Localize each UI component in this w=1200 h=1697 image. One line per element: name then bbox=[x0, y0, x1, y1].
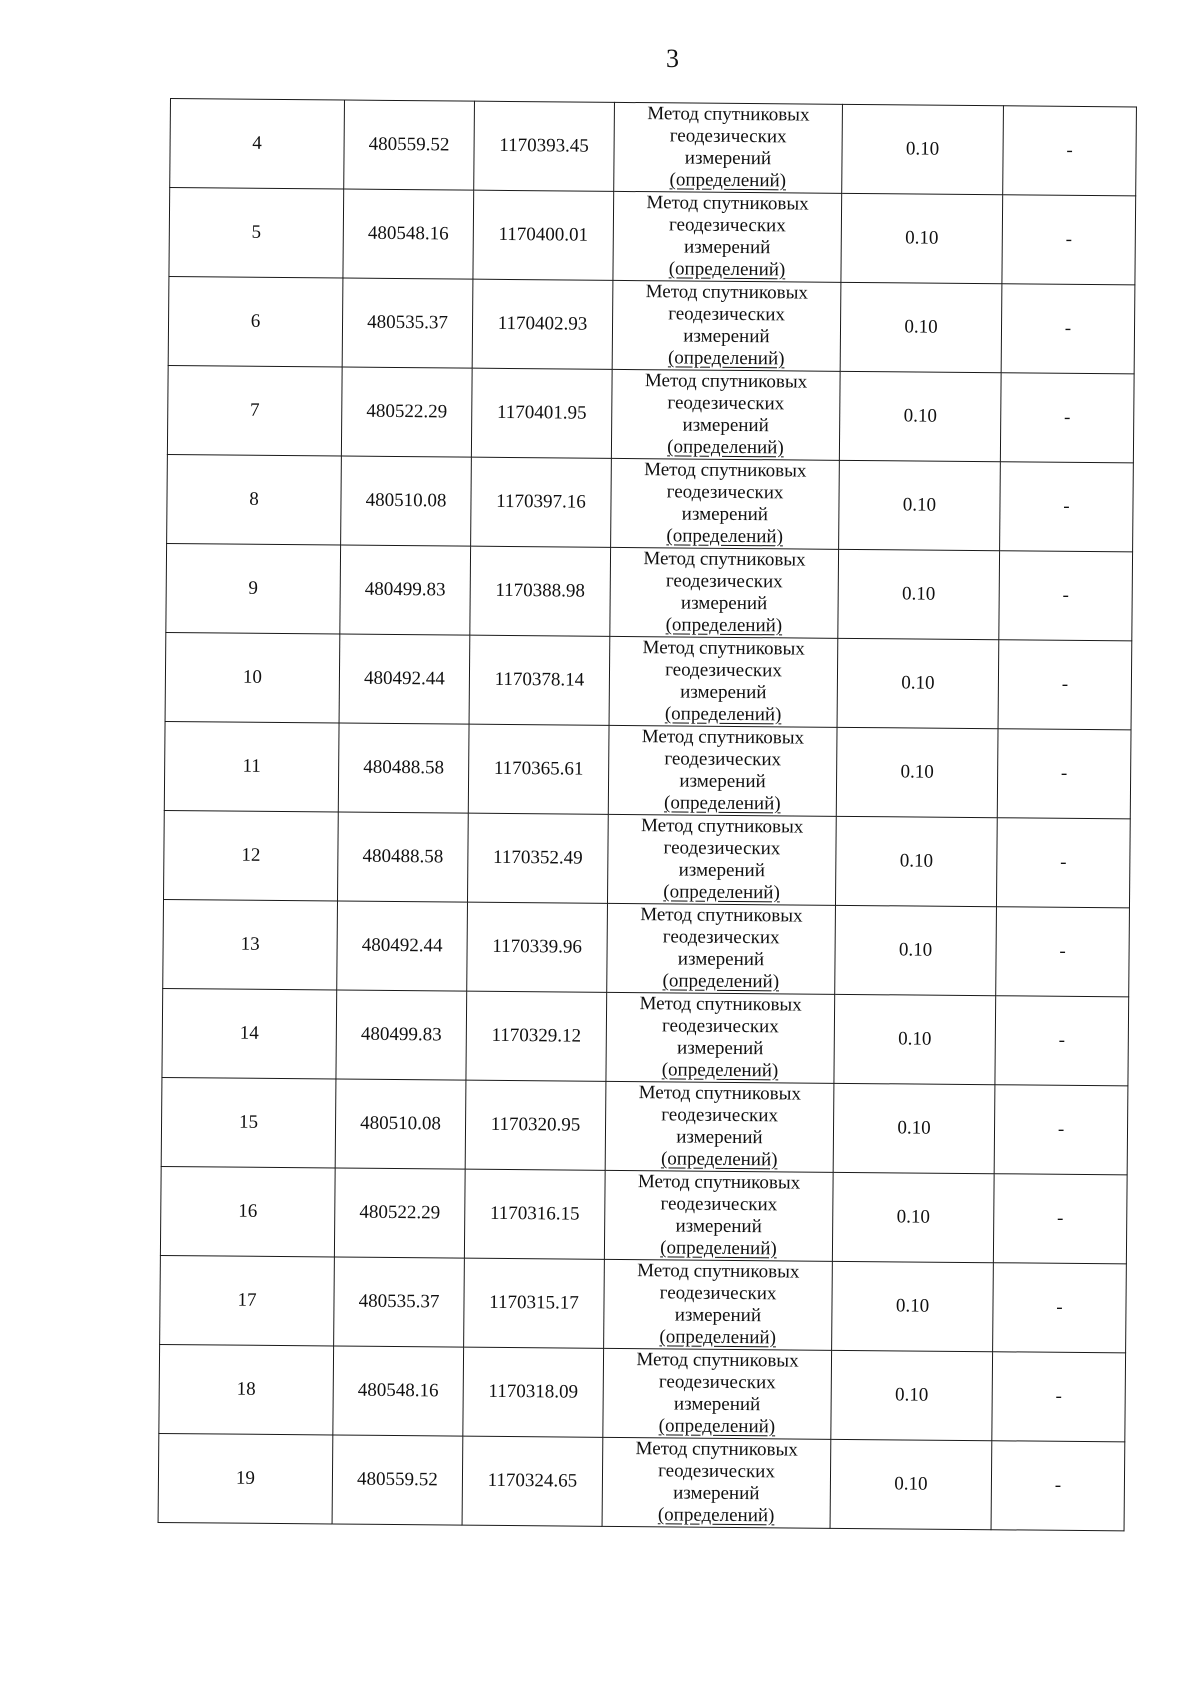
point-number-cell: 9 bbox=[166, 543, 341, 634]
table-row bbox=[166, 543, 1133, 640]
y-coordinate-cell: 1170365.61 bbox=[468, 724, 609, 814]
method-cell bbox=[611, 458, 840, 549]
accuracy-cell: 0.10 bbox=[835, 816, 997, 906]
table-row bbox=[164, 810, 1131, 907]
note-cell: - bbox=[995, 996, 1129, 1086]
point-number-cell: 10 bbox=[165, 632, 340, 723]
accuracy-cell: 0.10 bbox=[837, 638, 999, 728]
y-coordinate-cell: 1170400.01 bbox=[473, 190, 614, 280]
table-row bbox=[167, 454, 1134, 551]
x-coordinate-cell: 480535.37 bbox=[342, 278, 473, 368]
method-text-line: измерений bbox=[680, 681, 767, 704]
table-row bbox=[165, 632, 1132, 729]
x-coordinate-cell: 480522.29 bbox=[334, 1168, 465, 1258]
method-text-line: геодезических bbox=[665, 570, 783, 593]
method-cell bbox=[614, 102, 843, 193]
table-row bbox=[169, 188, 1136, 285]
table-body bbox=[158, 99, 1136, 1531]
x-coordinate-cell: 480488.58 bbox=[338, 723, 469, 813]
y-coordinate-cell: 1170393.45 bbox=[474, 101, 615, 191]
x-coordinate-cell: 480510.08 bbox=[335, 1079, 466, 1169]
table-row bbox=[163, 899, 1130, 996]
table-row bbox=[160, 1255, 1127, 1352]
method-text-line: измерений bbox=[683, 236, 771, 259]
point-number-cell: 12 bbox=[164, 810, 339, 901]
method-text-line: (определений) bbox=[666, 525, 784, 548]
method-text-line: измерений bbox=[684, 147, 772, 170]
method-text-line: Метод спутниковых bbox=[646, 192, 809, 215]
note-cell: - bbox=[999, 551, 1133, 641]
table-row bbox=[159, 1344, 1126, 1441]
accuracy-cell: 0.10 bbox=[838, 549, 1000, 639]
accuracy-cell: 0.10 bbox=[835, 905, 997, 995]
point-number-cell: 15 bbox=[161, 1077, 336, 1168]
table-row bbox=[164, 721, 1131, 818]
method-text-line: Метод спутниковых bbox=[639, 993, 802, 1016]
method-text-line: геодезических bbox=[666, 481, 784, 504]
x-coordinate-cell: 480559.52 bbox=[344, 100, 475, 190]
accuracy-cell: 0.10 bbox=[832, 1172, 994, 1262]
point-number-cell: 17 bbox=[160, 1255, 335, 1346]
table-row bbox=[161, 1077, 1128, 1174]
y-coordinate-cell: 1170401.95 bbox=[471, 368, 612, 458]
point-number-cell: 18 bbox=[159, 1344, 334, 1435]
method-text-line: (определений) bbox=[669, 169, 787, 192]
method-text-line: измерений bbox=[674, 1304, 762, 1327]
point-number-cell: 8 bbox=[167, 454, 342, 545]
method-text-line: измерений bbox=[681, 503, 769, 526]
table-row bbox=[167, 365, 1134, 462]
coordinates-table bbox=[158, 98, 1137, 1531]
method-text-line: геодезических bbox=[667, 392, 785, 415]
method-text-line: Метод спутниковых bbox=[643, 548, 806, 571]
method-cell bbox=[605, 1081, 834, 1172]
note-cell: - bbox=[1000, 373, 1134, 463]
accuracy-cell: 0.10 bbox=[831, 1350, 993, 1440]
y-coordinate-cell: 1170378.14 bbox=[469, 635, 610, 725]
method-text-line: (определений) bbox=[661, 1059, 779, 1082]
page-number: 3 bbox=[666, 44, 679, 73]
method-cell bbox=[606, 992, 835, 1083]
method-text-line: (определений) bbox=[659, 1326, 777, 1349]
method-text-line: (определений) bbox=[662, 970, 780, 993]
method-text-line: измерений bbox=[676, 1126, 763, 1149]
point-number-cell: 16 bbox=[160, 1166, 335, 1257]
method-text-line: (определений) bbox=[668, 258, 786, 281]
method-text-line: (определений) bbox=[657, 1504, 775, 1527]
y-coordinate-cell: 1170352.49 bbox=[467, 813, 608, 903]
accuracy-cell: 0.10 bbox=[836, 727, 998, 817]
x-coordinate-cell: 480488.58 bbox=[337, 812, 468, 902]
accuracy-cell: 0.10 bbox=[833, 1083, 995, 1173]
x-coordinate-cell: 480499.83 bbox=[340, 545, 471, 635]
method-cell bbox=[612, 280, 841, 371]
method-text-line: геодезических bbox=[665, 659, 782, 682]
accuracy-cell: 0.10 bbox=[842, 104, 1004, 194]
method-cell bbox=[609, 636, 838, 727]
point-number-cell: 5 bbox=[169, 188, 344, 279]
method-text-line: измерений bbox=[678, 859, 766, 882]
point-number-cell: 6 bbox=[168, 276, 343, 367]
method-text-line: Метод спутниковых bbox=[641, 726, 805, 749]
note-cell: - bbox=[996, 818, 1130, 908]
method-text-line: (определений) bbox=[664, 792, 781, 815]
method-text-line: (определений) bbox=[667, 347, 785, 370]
method-text-line: (определений) bbox=[667, 436, 784, 459]
note-cell: - bbox=[991, 1441, 1125, 1531]
accuracy-cell: 0.10 bbox=[839, 371, 1001, 461]
note-cell: - bbox=[994, 1085, 1128, 1175]
method-text-line: Метод спутниковых bbox=[644, 370, 808, 393]
method-text-line: Метод спутниковых bbox=[642, 637, 805, 660]
method-text-line: измерений bbox=[679, 770, 766, 793]
method-cell bbox=[607, 903, 836, 994]
method-cell bbox=[611, 369, 840, 460]
method-cell bbox=[603, 1348, 832, 1439]
x-coordinate-cell: 480510.08 bbox=[341, 456, 472, 546]
method-text-line: геодезических bbox=[658, 1460, 775, 1483]
method-text-line: измерений bbox=[677, 948, 765, 971]
method-text-line: геодезических bbox=[661, 1104, 779, 1127]
method-text-line: Метод спутниковых bbox=[640, 904, 803, 927]
method-text-line: измерений bbox=[673, 1393, 761, 1416]
table-row bbox=[162, 988, 1129, 1085]
accuracy-cell: 0.10 bbox=[839, 460, 1001, 550]
method-text-line: измерений bbox=[675, 1215, 762, 1238]
method-text-line: (определений) bbox=[658, 1415, 776, 1438]
method-text-line: (определений) bbox=[665, 614, 783, 637]
note-cell: - bbox=[1001, 284, 1135, 374]
x-coordinate-cell: 480492.44 bbox=[337, 901, 468, 991]
y-coordinate-cell: 1170402.93 bbox=[472, 279, 613, 369]
method-cell bbox=[610, 547, 839, 638]
point-number-cell: 7 bbox=[167, 365, 342, 456]
y-coordinate-cell: 1170388.98 bbox=[470, 546, 611, 636]
method-cell bbox=[608, 725, 837, 816]
accuracy-cell: 0.10 bbox=[840, 282, 1002, 372]
table-row bbox=[170, 99, 1137, 196]
method-text-line: геодезических bbox=[658, 1371, 776, 1394]
method-text-line: геодезических bbox=[661, 1015, 779, 1038]
method-cell bbox=[607, 814, 836, 905]
x-coordinate-cell: 480559.52 bbox=[332, 1435, 463, 1525]
x-coordinate-cell: 480499.83 bbox=[336, 990, 467, 1080]
y-coordinate-cell: 1170397.16 bbox=[471, 457, 612, 547]
accuracy-cell: 0.10 bbox=[834, 994, 996, 1084]
method-text-line: геодезических bbox=[662, 926, 780, 949]
point-number-cell: 4 bbox=[170, 99, 345, 190]
method-text-line: Метод спутниковых bbox=[638, 1082, 802, 1105]
method-text-line: геодезических bbox=[663, 837, 781, 860]
method-text-line: (определений) bbox=[663, 881, 780, 904]
note-cell: - bbox=[997, 729, 1131, 819]
accuracy-cell: 0.10 bbox=[832, 1261, 994, 1351]
note-cell: - bbox=[996, 907, 1130, 997]
method-text-line: Метод спутниковых bbox=[644, 459, 807, 482]
x-coordinate-cell: 480548.16 bbox=[343, 189, 474, 279]
y-coordinate-cell: 1170318.09 bbox=[463, 1347, 604, 1437]
method-cell bbox=[602, 1437, 831, 1528]
accuracy-cell: 0.10 bbox=[830, 1439, 992, 1529]
note-cell: - bbox=[993, 1174, 1127, 1264]
point-number-cell: 11 bbox=[164, 721, 339, 812]
method-text-line: измерений bbox=[673, 1482, 760, 1505]
method-text-line: (определений) bbox=[660, 1237, 777, 1260]
method-text-line: Метод спутниковых bbox=[637, 1171, 801, 1194]
method-text-line: измерений bbox=[683, 325, 770, 348]
note-cell: - bbox=[992, 1352, 1126, 1442]
y-coordinate-cell: 1170315.17 bbox=[464, 1258, 605, 1348]
note-cell: - bbox=[1002, 195, 1136, 285]
x-coordinate-cell: 480492.44 bbox=[339, 634, 470, 724]
table-row bbox=[168, 276, 1135, 373]
method-text-line: геодезических bbox=[664, 748, 782, 771]
method-cell bbox=[613, 191, 842, 282]
note-cell: - bbox=[993, 1263, 1127, 1353]
method-text-line: геодезических bbox=[669, 125, 787, 148]
note-cell: - bbox=[1000, 462, 1134, 552]
method-text-line: измерений bbox=[682, 414, 769, 437]
accuracy-cell: 0.10 bbox=[841, 193, 1003, 283]
method-text-line: Метод спутниковых bbox=[645, 281, 809, 304]
y-coordinate-cell: 1170339.96 bbox=[467, 902, 608, 992]
method-text-line: Метод спутниковых bbox=[640, 815, 804, 838]
point-number-cell: 19 bbox=[158, 1433, 333, 1524]
method-text-line: геодезических bbox=[660, 1193, 778, 1216]
point-number-cell: 14 bbox=[162, 988, 337, 1079]
method-text-line: Метод спутниковых bbox=[637, 1260, 800, 1283]
method-text-line: измерений bbox=[680, 592, 768, 615]
method-text-line: измерений bbox=[676, 1037, 764, 1060]
x-coordinate-cell: 480522.29 bbox=[341, 367, 472, 457]
method-text-line: геодезических bbox=[659, 1282, 777, 1305]
method-cell bbox=[604, 1259, 833, 1350]
method-text-line: (определений) bbox=[664, 703, 782, 726]
y-coordinate-cell: 1170324.65 bbox=[462, 1436, 603, 1526]
x-coordinate-cell: 480535.37 bbox=[334, 1257, 465, 1347]
y-coordinate-cell: 1170329.12 bbox=[466, 991, 607, 1081]
method-text-line: Метод спутниковых bbox=[636, 1349, 799, 1372]
method-text-line: геодезических bbox=[668, 303, 786, 326]
method-text-line: Метод спутниковых bbox=[635, 1438, 798, 1461]
y-coordinate-cell: 1170320.95 bbox=[465, 1080, 606, 1170]
table-row bbox=[160, 1166, 1127, 1263]
note-cell: - bbox=[998, 640, 1132, 730]
table-row bbox=[158, 1433, 1125, 1530]
note-cell: - bbox=[1003, 106, 1137, 196]
table-wrapper bbox=[158, 98, 1137, 1531]
method-cell bbox=[604, 1170, 833, 1261]
point-number-cell: 13 bbox=[163, 899, 338, 990]
x-coordinate-cell: 480548.16 bbox=[333, 1346, 464, 1436]
method-text-line: геодезических bbox=[668, 214, 786, 237]
y-coordinate-cell: 1170316.15 bbox=[464, 1169, 605, 1259]
method-text-line: (определений) bbox=[660, 1148, 778, 1171]
method-text-line: Метод спутниковых bbox=[647, 103, 810, 126]
